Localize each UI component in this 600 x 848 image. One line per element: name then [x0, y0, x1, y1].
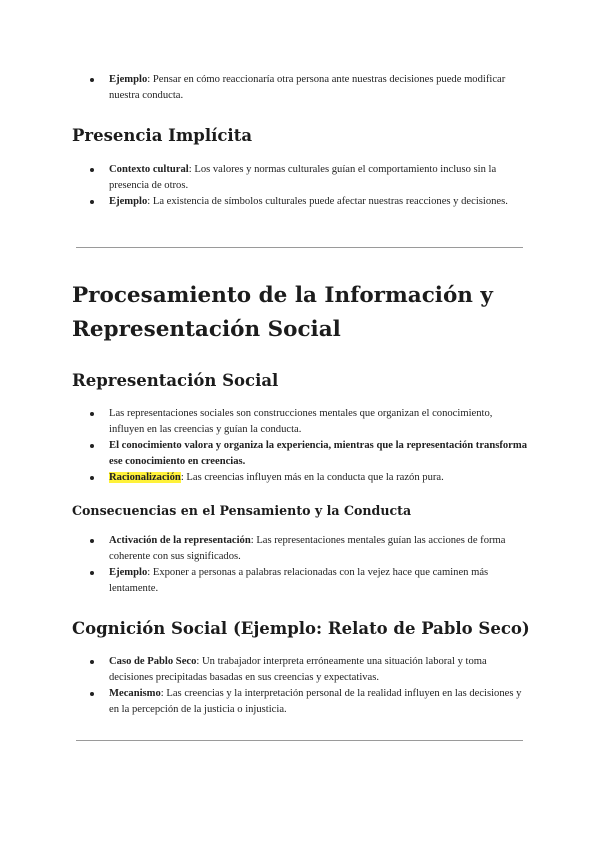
item-text-bold: El conocimiento valora y organiza la experiencia, mientras que la representación transforma ese conocimiento en creencias.: [109, 440, 527, 467]
list-item: [109, 533, 529, 565]
list-item: [109, 72, 529, 104]
list-item: [109, 565, 529, 597]
horizontal-divider: [76, 740, 523, 741]
item-text: : Pensar en cómo reaccionaría otra persona ante nuestras decisiones puede modificar nuestra conducta.: [109, 74, 506, 101]
item-text: : Exponer a personas a palabras relacionadas con la vejez hace que caminen más lentamente.: [109, 567, 489, 594]
list-item: [109, 686, 529, 718]
item-text: : Las representaciones mentales guían las acciones de forma coherente con sus significados.: [109, 535, 506, 562]
item-text: : Los valores y normas culturales guían el comportamiento incluso sin la presencia de otros.: [109, 164, 497, 191]
list-item: [109, 470, 529, 486]
item-label: Caso de Pablo Seco: [109, 656, 197, 667]
section-heading-consecuencias: Consecuencias en el Pensamiento y la Conducta: [72, 503, 412, 518]
page-title-line-2: Representación Social: [72, 317, 341, 342]
item-text: : Las creencias influyen más en la conducta que la razón pura.: [180, 472, 444, 483]
horizontal-divider: [76, 247, 523, 248]
list-item: [109, 654, 529, 686]
section-heading-presencia-implicita: Presencia Implícita: [72, 126, 253, 145]
item-text: : Un trabajador interpreta erróneamente una situación laboral y toma decisiones precipitadas basadas en sus creencias y expectativas.: [109, 656, 487, 683]
page-title: [72, 279, 493, 347]
highlighted-label: Racionalización: [109, 472, 181, 483]
item-label: Ejemplo: [109, 74, 148, 85]
section-heading-representacion-social: Representación Social: [72, 371, 279, 390]
list-item: [109, 438, 529, 470]
item-text: : Las creencias y la interpretación personal de la realidad influyen en las decisiones y en la percepción de la justicia o injusticia.: [109, 688, 522, 715]
item-label: Ejemplo: [109, 567, 148, 578]
page-title-line-1: Procesamiento de la Información y: [72, 283, 493, 308]
item-label: Contexto cultural: [109, 164, 189, 175]
section-heading-cognicion-social: Cognición Social (Ejemplo: Relato de Pablo Seco): [72, 619, 530, 638]
list-item: [109, 162, 529, 194]
item-text: : La existencia de símbolos culturales puede afectar nuestras reacciones y decisiones.: [147, 196, 508, 207]
item-label: Ejemplo: [109, 196, 148, 207]
item-label: Activación de la representación: [109, 535, 251, 546]
item-text: Las representaciones sociales son construcciones mentales que organizan el conocimiento, influyen en las creencias y guían la conducta.: [109, 408, 493, 435]
item-label: Mecanismo: [109, 688, 161, 699]
list-item: [109, 406, 529, 438]
list-item: [109, 194, 529, 210]
